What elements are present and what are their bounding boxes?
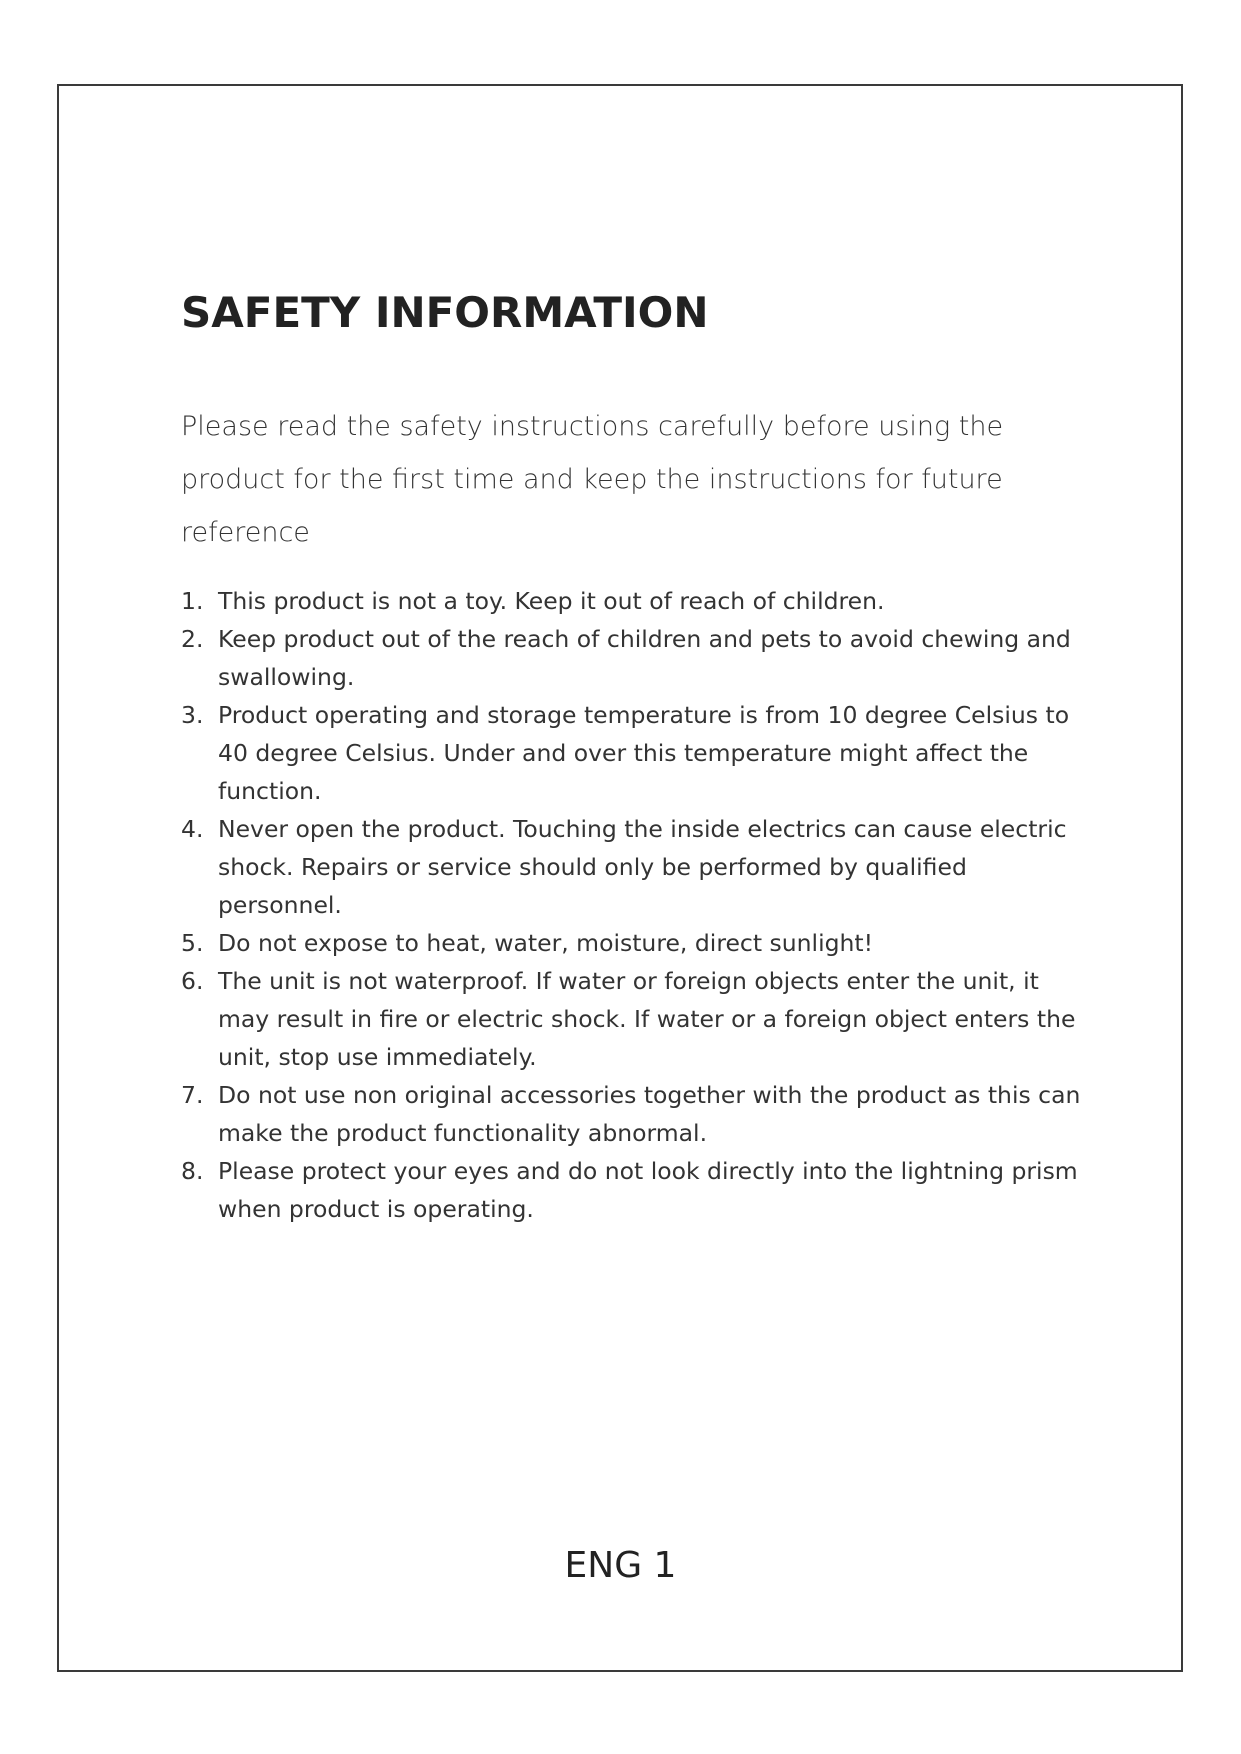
- item-number: 6.: [181, 967, 204, 995]
- list-item: [181, 924, 1081, 962]
- list-item: [181, 620, 1081, 696]
- intro-paragraph: Please read the safety instructions carefully before using the product for the first time and keep the instructions for future reference: [181, 411, 1004, 548]
- item-number: 8.: [181, 1157, 204, 1185]
- item-number: 1.: [181, 587, 204, 615]
- list-item: [181, 962, 1081, 1076]
- item-number: 2.: [181, 625, 204, 653]
- list-item: [181, 1152, 1081, 1228]
- page-title: SAFETY INFORMATION: [181, 288, 709, 337]
- list-item: [181, 810, 1081, 924]
- item-text: Product operating and storage temperature is from 10 degree Celsius to 40 degree Celsius. Under and over this temperature might affect the function.: [218, 701, 1070, 805]
- list-item: [181, 582, 1081, 620]
- safety-instructions-list: [181, 582, 1081, 1228]
- item-number: 3.: [181, 701, 204, 729]
- item-text: The unit is not waterproof. If water or foreign objects enter the unit, it may result in fire or electric shock. If water or a foreign object enters the unit, stop use immediately.: [218, 967, 1076, 1071]
- page-number: ENG 1: [564, 1545, 677, 1586]
- list-item: [181, 1076, 1081, 1152]
- list-item: [181, 696, 1081, 810]
- item-text: This product is not a toy. Keep it out of reach of children.: [218, 587, 885, 615]
- item-number: 7.: [181, 1081, 204, 1109]
- item-number: 4.: [181, 815, 204, 843]
- item-text: Do not expose to heat, water, moisture, direct sunlight!: [218, 929, 874, 957]
- item-text: Never open the product. Touching the inside electrics can cause electric shock. Repairs or service should only be performed by qualified personnel.: [218, 815, 1067, 919]
- item-number: 5.: [181, 929, 204, 957]
- item-text: Keep product out of the reach of children and pets to avoid chewing and swallowing.: [218, 625, 1071, 691]
- item-text: Please protect your eyes and do not look directly into the lightning prism when product is operating.: [218, 1157, 1078, 1223]
- item-text: Do not use non original accessories together with the product as this can make the product functionality abnormal.: [218, 1081, 1081, 1147]
